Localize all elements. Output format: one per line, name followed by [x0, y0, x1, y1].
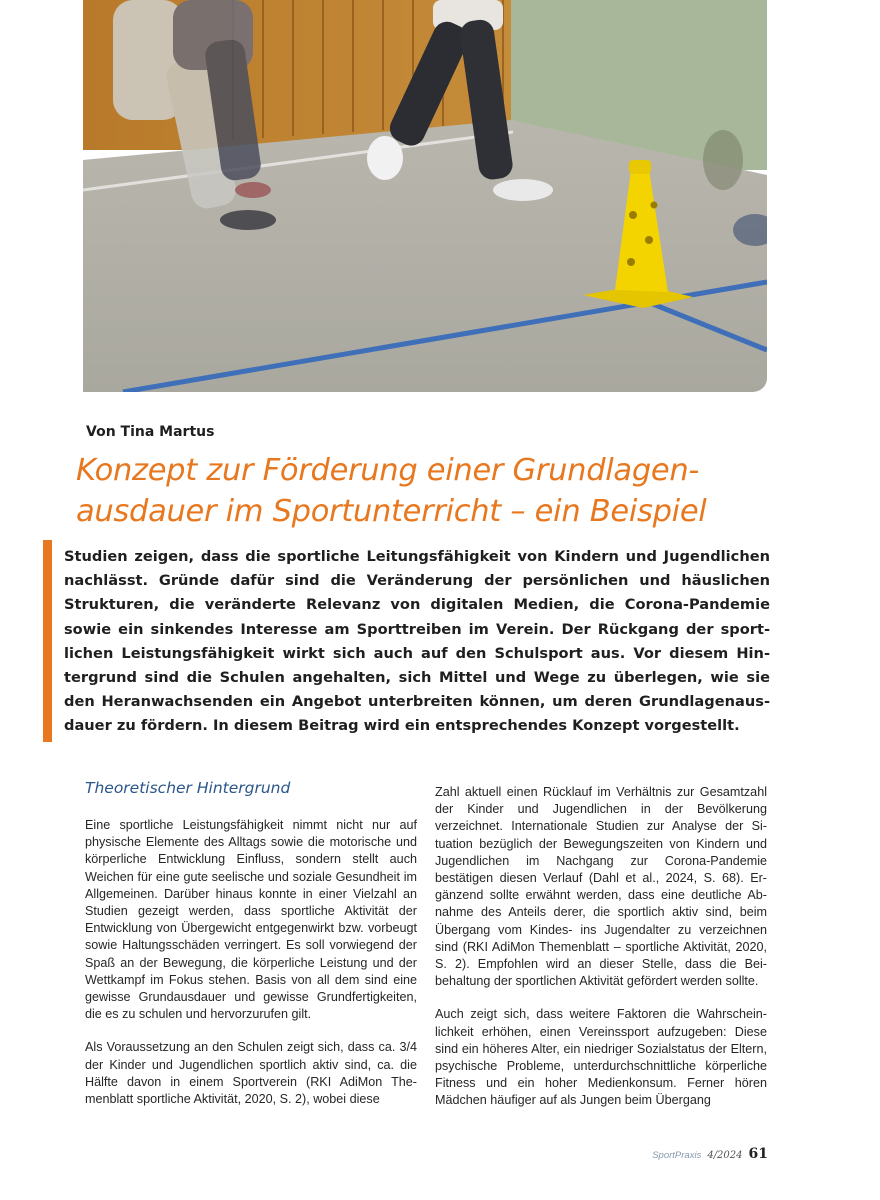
page-number: 61 [748, 1146, 768, 1162]
lead-paragraph: Studien zeigen, dass die sportliche Leitungsfähigkeit von Kindern und Jugendlichen nachlässt. Gründe dafür sind die Veränderung der persönlichen und häuslichen Strukturen, die veränderte Relevanz von digitalen Medien, die Corona-Pandemie sowie ein sinkendes Interesse am Sporttreiben im Verein. Der Rückgang der sportlichen Leistungsfähigkeit wirkt sich auch auf den Schulsport aus. Vor diesem Hintergrund sind die Schulen angehalten, sich Mittel und Wege zu überlegen, wie sie den Heranwachsenden ein Angebot unterbreiten können, um deren Grundlagenausdauer zu fördern. In diesem Beitrag wird ein entsprechendes Konzept vorgestellt. [64, 548, 770, 735]
magazine-name: SportPraxis [652, 1150, 702, 1161]
body-paragraph: Auch zeigt sich, dass weitere Faktoren die Wahrscheinlichkeit erhöhen, einen Vereinssport aufzugeben: Diese sind ein höheres Alter, ein niedriger Sozialstatus der Eltern, psychische Probleme, unterdurchschnittliche körperliche Fitness und ein hoher Medienkonsum. Ferner hören Mädchen häufiger auf als Jungen beim Übergang [435, 1007, 767, 1108]
body-column-right [435, 784, 767, 1126]
body-column-left [85, 778, 417, 1124]
body-paragraph: Zahl aktuell einen Rücklauf im Verhältnis zur Gesamtzahl der Kinder und Jugendlichen in der Bevölkerung verzeichnet. Internationale Studien zur Analyse der Situation bezüglich der Bewegungszeiten von Kindern und Jugendlichen im Nachgang zur Corona-Pandemie bestätigen diesen Verlauf (Dahl et al., 2024, S. 68). Ergänzend sollte erwähnt werden, dass eine deutliche Abnahme des Anteils derer, die sportlich aktiv sind, beim Übergang vom Kindes- ins Jugendalter zu verzeichnen sind (RKI AdiMon Themenblatt – sportliche Aktivität, 2020, S. 2). Empfohlen wird an dieser Stelle, dass die Beibehaltung der sportlichen Aktivität gefördert werden sollte. [435, 785, 767, 989]
body-paragraph: Als Voraussetzung an den Schulen zeigt sich, dass ca. 3/4 der Kinder und Jugendlichen sportlich aktiv sind, ca. die Hälfte davon in einem Sportverein (RKI AdiMon Themenblatt sportliche Aktivität, 2020, S. 2), wobei diese [85, 1040, 417, 1107]
article-title [76, 450, 796, 532]
body-paragraph: Eine sportliche Leistungsfähigkeit nimmt nicht nur auf physische Elemente des Alltags sowie die motorische und körperliche Entwicklung Einfluss, sondern stellt auch Weichen für eine gute seelische und soziale Gesundheit im Allgemeinen. Darüber hinaus konnte in einer Vielzahl an Studien gezeigt werden, dass sportliche Aktivität der Entwicklung von Übergewicht entgegenwirkt bzw. vorbeugt sowie Haltungsschäden verringert. Es soll vorwiegend der Spaß an der Bewegung, die körperliche Leistung und der Wettkampf im Fokus stehen. Basis von all dem sind eine gewisse Grundausdauer und gewisse Grundfertigkeiten, die es zu schulen und hervorzurufen gilt. [85, 818, 417, 1022]
issue-number: 4/2024 [707, 1150, 743, 1161]
lead-accent-bar [43, 540, 52, 742]
hero-photo [83, 0, 767, 392]
section-heading: Theoretischer Hintergrund [85, 779, 291, 797]
author-byline: Von Tina Martus [86, 424, 215, 440]
title-line-2: ausdauer im Sportunterricht – ein Beispiel [76, 494, 707, 529]
title-line-1: Konzept zur Förderung einer Grundlagen- [76, 453, 700, 488]
gym-scene-illustration [83, 0, 767, 392]
page-footer [652, 1146, 768, 1162]
